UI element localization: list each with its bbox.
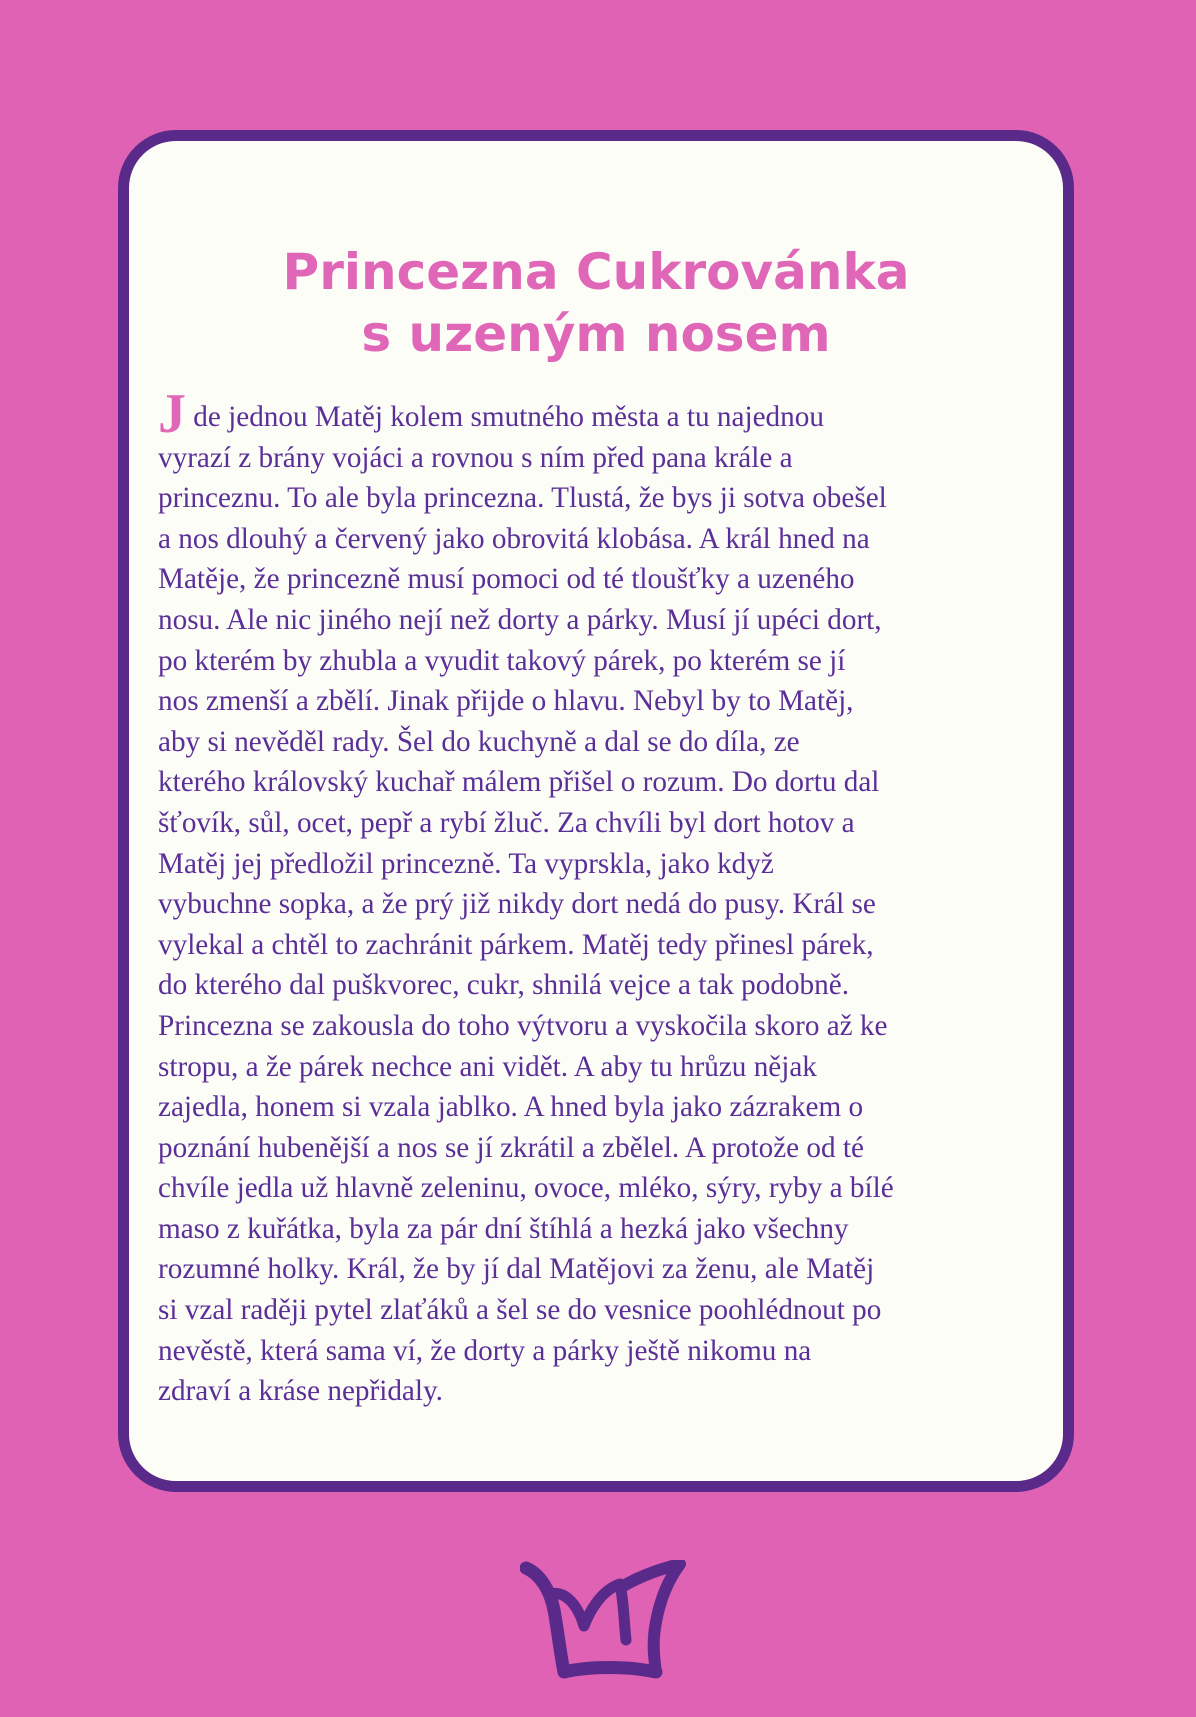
- story-line-8: nos zmenší a zbělí. Jinak přijde o hlavu. Nebyl by to Matěj,: [158, 685, 854, 718]
- story-line-5: Matěje, že princezně musí pomoci od té tloušťky a uzeného: [158, 563, 855, 596]
- story-line-15: do kterého dal puškvorec, cukr, shnilá vejce a tak podobně.: [158, 969, 849, 1002]
- story-line-4: a nos dlouhý a červený jako obrovitá klobása. A král hned na: [158, 522, 870, 555]
- story-line-9: aby si nevěděl rady. Šel do kuchyně a dal se do díla, ze: [158, 725, 800, 758]
- story-card: [118, 130, 1074, 1492]
- crown-logo-icon: [520, 1560, 690, 1684]
- story-text: [158, 383, 1039, 1412]
- story-line-18: zajedla, honem si vzala jablko. A hned byla jako zázrakem o: [158, 1091, 864, 1124]
- story-line-24: nevěstě, která sama ví, že dorty a párky ještě nikomu na: [158, 1334, 812, 1367]
- story-line-25: zdraví a kráse nepřidaly.: [158, 1375, 443, 1408]
- story-line-14: vylekal a chtěl to zachránit párkem. Matěj tedy přinesl párek,: [158, 928, 874, 961]
- story-line-11: šťovík, sůl, ocet, pepř a rybí žluč. Za chvíli byl dort hotov a: [158, 806, 855, 839]
- story-line-12: Matěj jej předložil princezně. Ta vyprskla, jako když: [158, 847, 774, 880]
- story-line-7: po kterém by zhubla a vyudit takový párek, po kterém se jí: [158, 644, 846, 677]
- story-line-17: stropu, a že párek nechce ani vidět. A aby tu hrůzu nějak: [158, 1050, 817, 1083]
- story-line-10: kterého královský kuchař málem přišel o rozum. Do dortu dal: [158, 766, 880, 799]
- drop-cap: J: [158, 383, 186, 445]
- story-line-19: poznání hubenější a nos se jí zkrátil a zbělel. A protože od té: [158, 1131, 864, 1164]
- story-line-13: vybuchne sopka, a že prý již nikdy dort nedá do pusy. Král se: [158, 888, 876, 921]
- story-line-21: maso z kuřátka, byla za pár dní štíhlá a hezká jako všechny: [158, 1212, 849, 1245]
- story-line-20: chvíle jedla už hlavně zeleninu, ovoce, mléko, sýry, ryby a bílé: [158, 1172, 894, 1205]
- story-line-6: nosu. Ale nic jiného nejí než dorty a párky. Musí jí upéci dort,: [158, 603, 882, 636]
- story-line-16: Princezna se zakousla do toho výtvoru a vyskočila skoro až ke: [158, 1009, 888, 1042]
- title-line-1: Princezna Cukrovánka: [282, 243, 910, 301]
- story-line-22: rozumné holky. Král, že by jí dal Matějovi za ženu, ale Matěj: [158, 1253, 875, 1286]
- story-line-3: princeznu. To ale byla princezna. Tlustá, že bys ji sotva obešel: [158, 482, 887, 515]
- title-line-2: s uzeným nosem: [361, 305, 831, 363]
- story-line-1: [158, 383, 1039, 445]
- page-title: [129, 241, 1063, 365]
- story-line-2: vyrazí z brány vojáci a rovnou s ním před pana krále a: [158, 441, 793, 474]
- story-line-1-text: de jednou Matěj kolem smutného města a tu najednou: [193, 401, 824, 433]
- story-line-23: si vzal raději pytel zlaťáků a šel se do vesnice poohlédnout po: [158, 1294, 882, 1327]
